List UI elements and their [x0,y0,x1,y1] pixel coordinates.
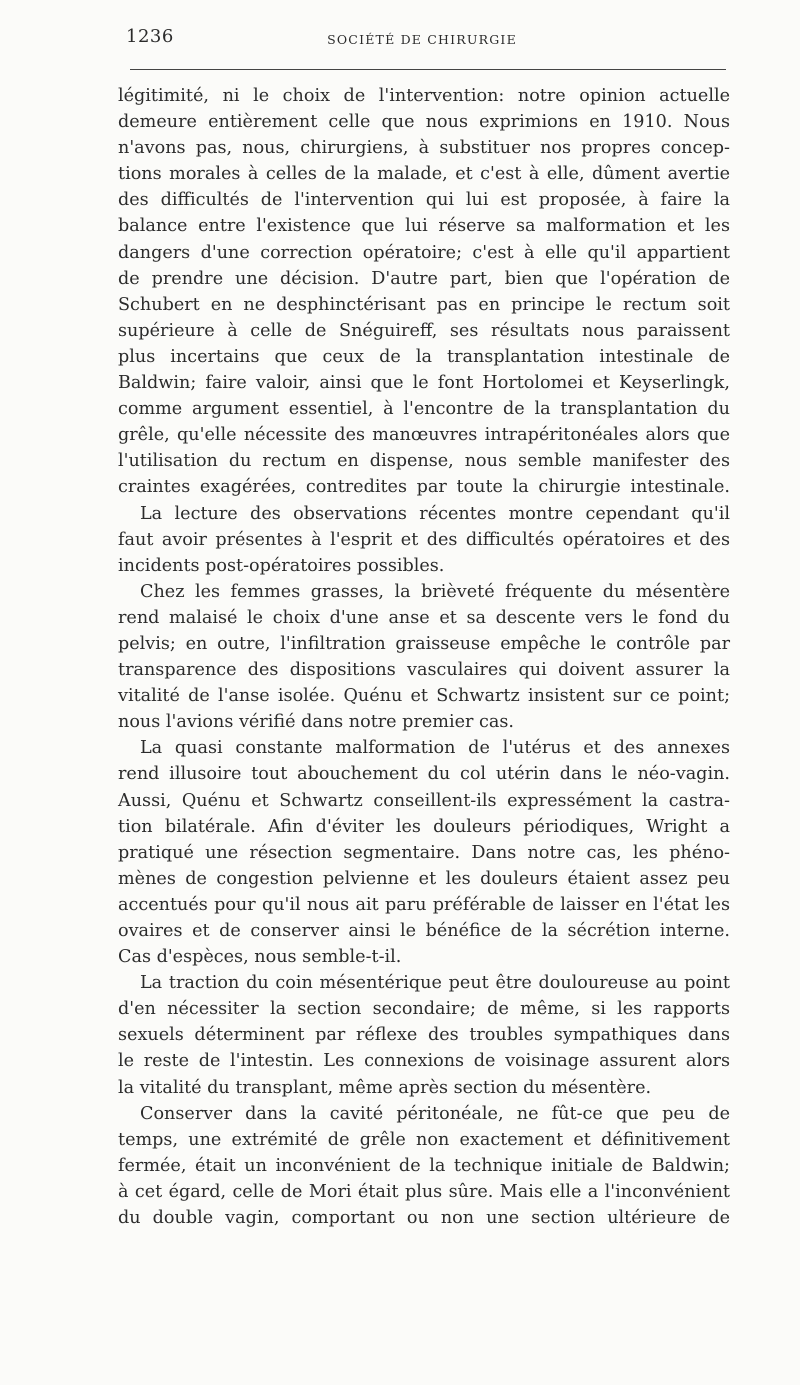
text-line: n'avons pas, nous, chirurgiens, à substituer nos propres concep- [118,138,730,159]
text-line: Aussi, Quénu et Schwartz conseillent-ils expressément la castra- [118,790,730,811]
text-line: ovaires et de conserver ainsi le bénéfice de la sécrétion interne. [118,921,730,941]
text-line: de prendre une décision. D'autre part, bien que l'opération de [118,268,730,289]
text-line: grêle, qu'elle nécessite des manœuvres intrapéritonéales alors que [118,425,730,446]
text-line: à cet égard, celle de Mori était plus sûre. Mais elle a l'inconvénient [118,1181,730,1202]
text-line: faut avoir présentes à l'esprit et des difficultés opératoires et des [118,529,730,550]
text-line: demeure entièrement celle que nous exprimions en 1910. Nous [118,112,730,133]
text-line: sexuels déterminent par réflexe des troubles sympathiques dans [118,1025,730,1046]
text-line: accentués pour qu'il nous ait paru préférable de laisser en l'état les [118,894,730,915]
text-line: tions morales à celles de la malade, et c'est à elle, dûment avertie [118,164,730,185]
text-line: le reste de l'intestin. Les connexions de voisinage assurent alors [118,1051,730,1072]
text-line: plus incertains que ceux de la transplantation intestinale de [118,346,730,367]
text-line: dangers d'une correction opératoire; c'est à elle qu'il appartient [118,242,730,263]
text-line: rend illusoire tout abouchement du col utérin dans le néo-vagin. [118,764,730,785]
text-line: vitalité de l'anse isolée. Quénu et Schwartz insistent sur ce point; [118,686,730,707]
text-line: La quasi constante malformation de l'utérus et des annexes [140,738,730,759]
page-number: 1236 [126,26,174,47]
text-line: Cas d'espèces, nous semble-t-il. [118,947,402,968]
text-line: La traction du coin mésentérique peut être douloureuse au point [140,973,730,994]
text-line: la vitalité du transplant, même après section du mésentère. [118,1077,652,1098]
body-text [118,83,730,1231]
text-line: comme argument essentiel, à l'encontre de la transplantation du [118,399,730,420]
text-line: incidents post-opératoires possibles. [118,555,445,576]
text-line: légitimité, ni le choix de l'intervention: notre opinion actuelle [118,86,730,106]
text-line: Baldwin; faire valoir, ainsi que le font Hortolomei et Keyserlingk, [118,373,730,394]
text-line: pratiqué une résection segmentaire. Dans notre cas, les phéno- [118,842,730,863]
text-line: l'utilisation du rectum en dispense, nous semble manifester des [118,451,730,472]
text-line: temps, une extrémité de grêle non exactement et définitivement [118,1129,730,1150]
text-line: Conserver dans la cavité péritonéale, ne fût-ce que peu de [140,1103,730,1124]
running-head: SOCIÉTÉ DE CHIRURGIE [327,32,517,47]
text-line: mènes de congestion pelvienne et les douleurs étaient assez peu [118,868,730,889]
text-line: des difficultés de l'intervention qui lui est proposée, à faire la [118,190,730,211]
text-line: supérieure à celle de Snéguireff, ses résultats nous paraissent [118,320,730,341]
text-line: nous l'avions vérifié dans notre premier cas. [118,712,514,733]
text-line: d'en nécessiter la section secondaire; de même, si les rapports [118,999,730,1020]
text-line: tion bilatérale. Afin d'éviter les douleurs périodiques, Wright a [118,816,730,837]
text-line: balance entre l'existence que lui réserve sa malformation et les [118,216,730,237]
header-rule [130,69,726,70]
page-header [118,24,726,64]
text-line: Schubert en ne desphinctérisant pas en principe le rectum soit [118,294,730,315]
text-line: La lecture des observations récentes montre cependant qu'il [140,503,730,524]
text-line: transparence des dispositions vasculaires qui doivent assurer la [118,660,730,681]
text-line: craintes exagérées, contredites par toute la chirurgie intestinale. [118,477,730,498]
text-line: Chez les femmes grasses, la brièveté fréquente du mésentère [140,581,730,602]
text-line: du double vagin, comportant ou non une section ultérieure de [118,1208,730,1229]
text-line: fermée, était un inconvénient de la technique initiale de Baldwin; [118,1155,730,1176]
text-line: pelvis; en outre, l'infiltration graisseuse empêche le contrôle par [118,633,730,654]
text-line: rend malaisé le choix d'une anse et sa descente vers le fond du [118,607,730,628]
